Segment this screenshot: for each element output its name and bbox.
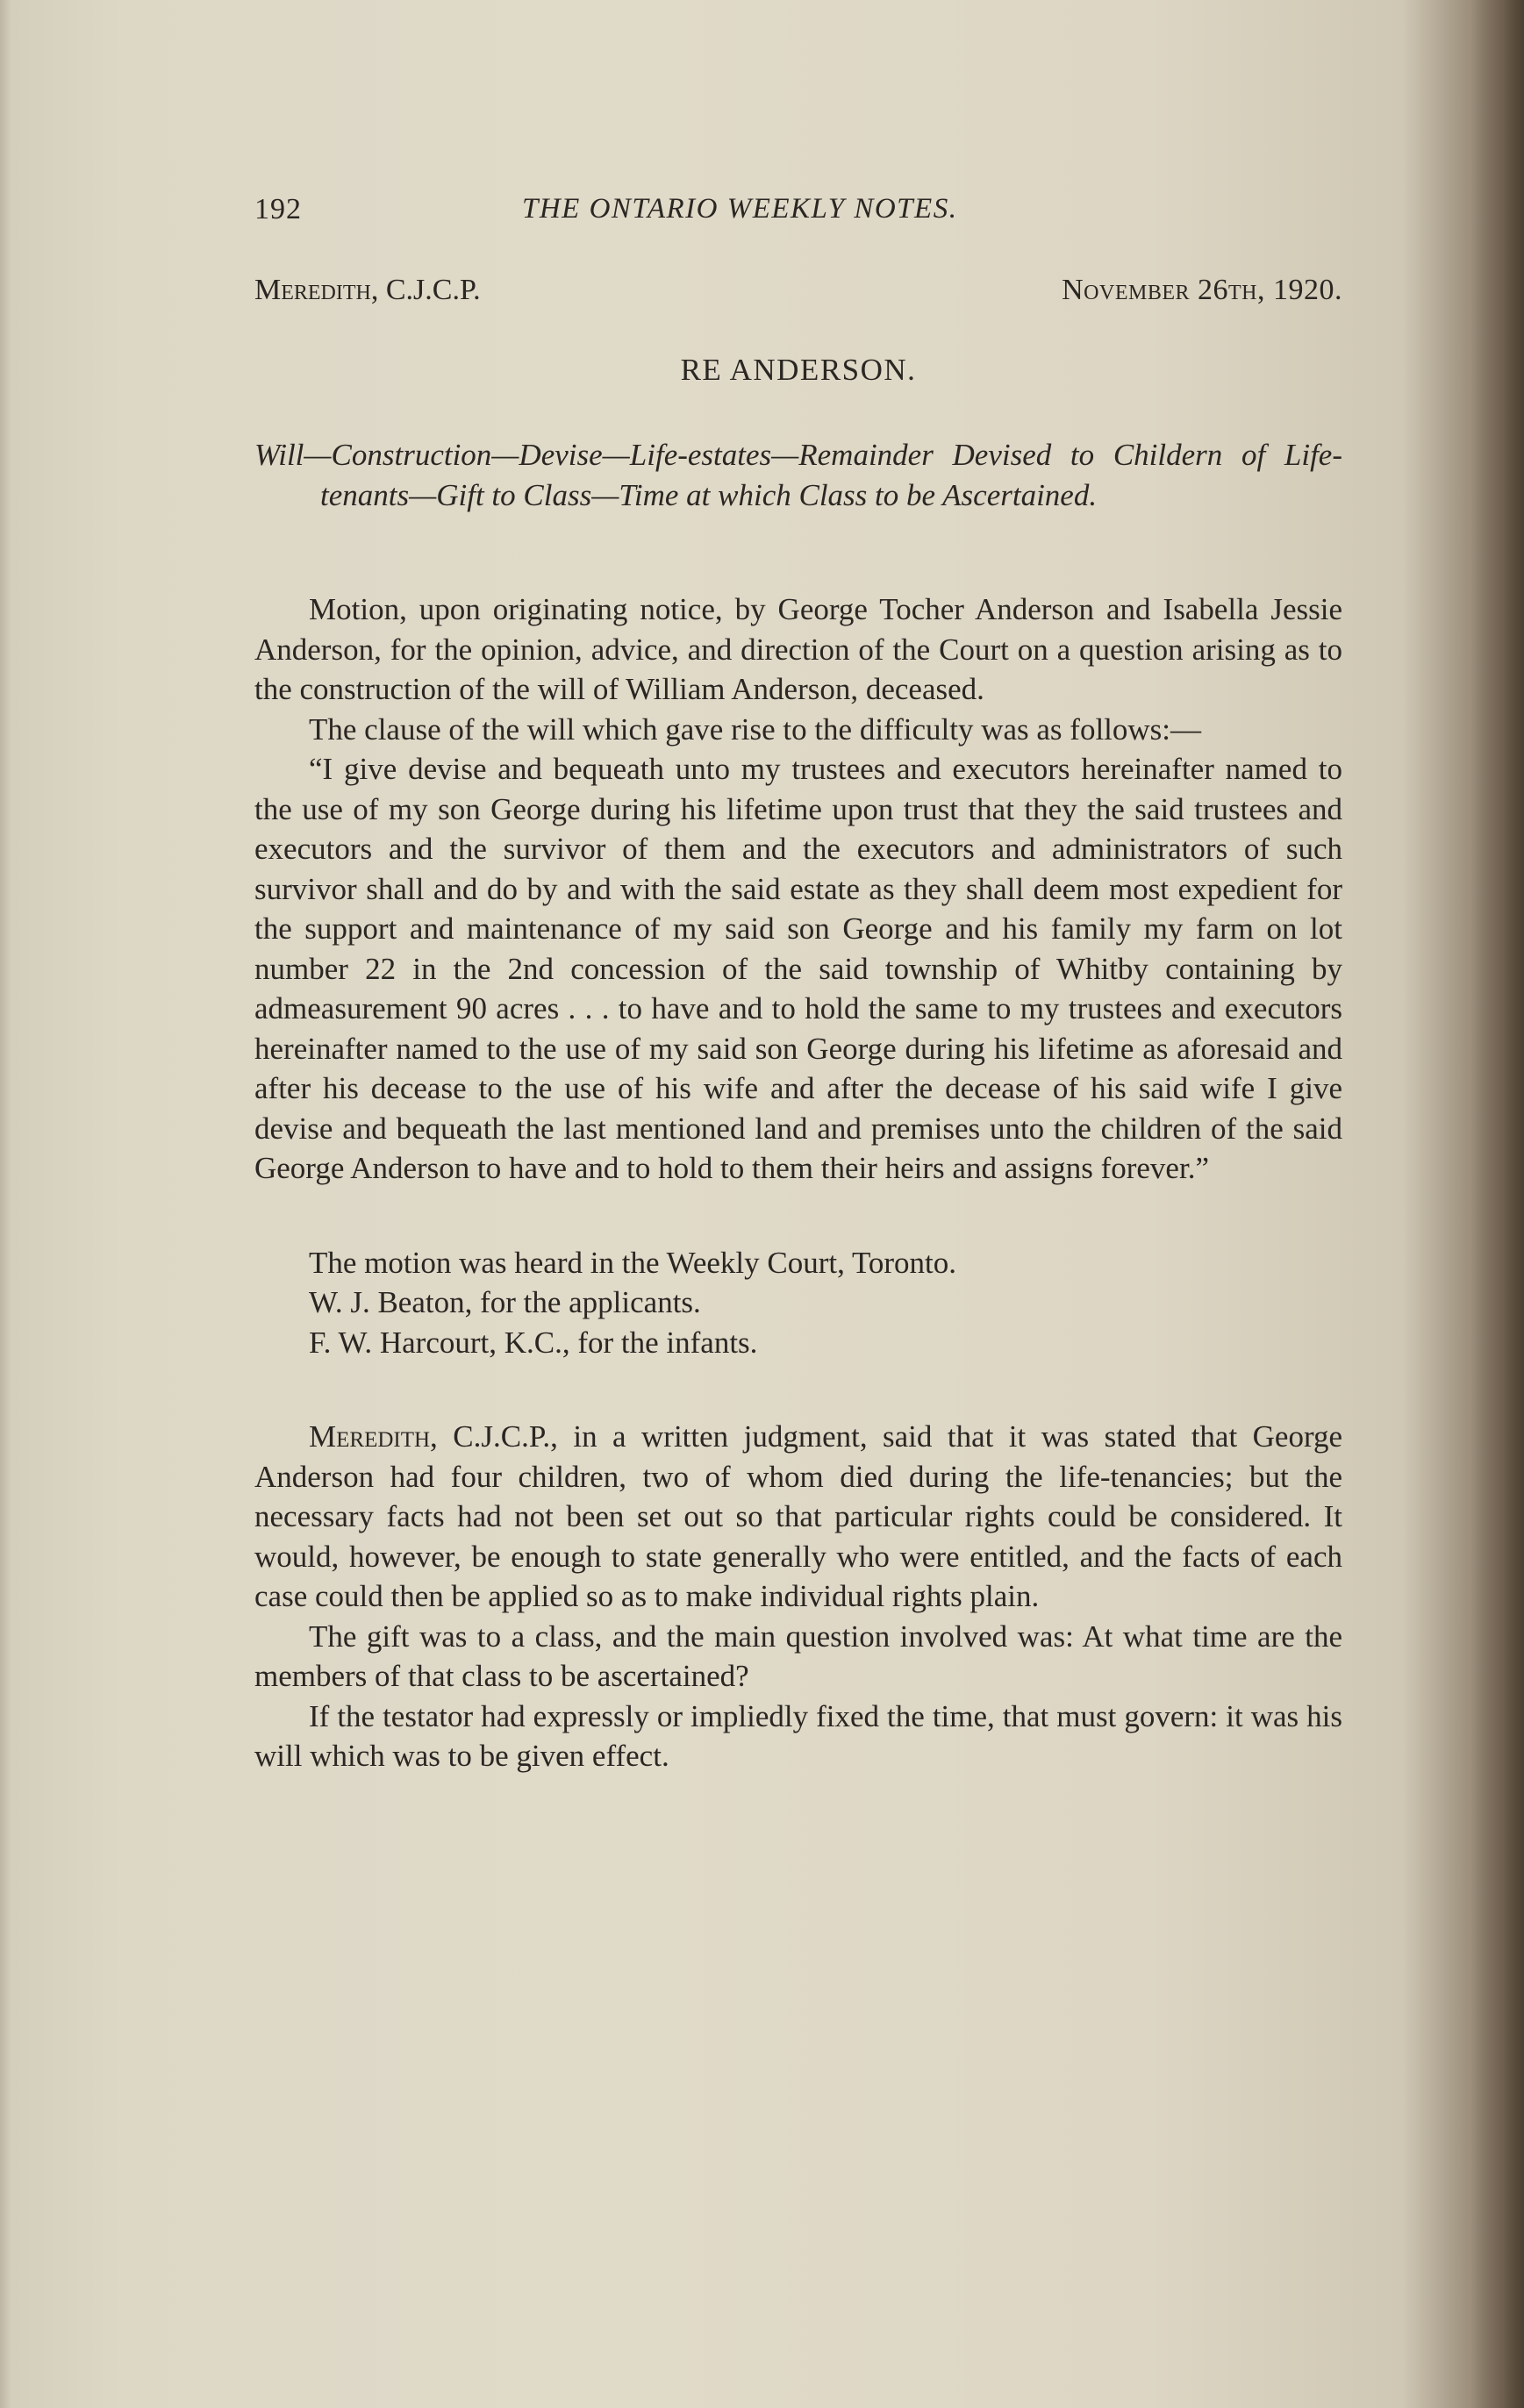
running-head xyxy=(254,193,1342,235)
judgment-text: , C.J.C.P., in a written judgment, said that it was stated that George Anderson had four children, two of whom died during the life-tenancies; but the necessary facts had not been set out so that particular rights could be considered. It would, however, be enough to state generally who were entitled, and the facts of each case could then be applied so as to make individual rights plain. xyxy=(254,1419,1342,1613)
case-title: RE ANDERSON. xyxy=(680,353,917,387)
page-left-edge xyxy=(0,0,12,2408)
page-number: 192 xyxy=(254,193,302,225)
section-gap xyxy=(254,1189,1342,1243)
will-quotation: “I give devise and bequeath unto my trustees and executors hereinafter named to the use of my son George during his lifetime upon trust that they the said trustees and executors and the survivor of them and the executors and administrators of such survivor shall and do by and with the said estate as they shall deem most expedient for the support and maintenance of my said son George and his family my farm on lot number 22 in the 2nd concession of the said township of Whitby containing by admeasurement 90 acres . . . to have and to hold the same to my trustees and executors hereinafter named to the use of my said son George during his lifetime as aforesaid and after his decease to the use of his wife and after the decease of his said wife I give devise and bequeath the last mentioned land and premises unto the children of the said George Anderson to have and to hold to them their heirs and assigns forever.” xyxy=(254,752,1342,1185)
gift-paragraph: The gift was to a class, and the main question involved was: At what time are the members of that class to be ascertained? xyxy=(254,1618,1342,1693)
date-line xyxy=(254,274,1342,316)
headnote: Will—Construction—Devise—Life-estates—Remainder Devised to Childern of Life-tenants—Gift to Class—Time at which Class to be Ascertained. xyxy=(254,438,1342,512)
journal-title: THE ONTARIO WEEKLY NOTES. xyxy=(522,193,958,225)
judge-name: Meredith, C.J.C.P. xyxy=(254,274,481,306)
judgment-paragraph xyxy=(254,1417,1342,1617)
hearing-line: The motion was heard in the Weekly Court, Toronto. xyxy=(309,1245,957,1280)
clause-paragraph: The clause of the will which gave rise to the difficulty was as follows:— xyxy=(309,711,1202,747)
infants-counsel: F. W. Harcourt, K.C., for the infants. xyxy=(309,1325,758,1360)
applicants-counsel: W. J. Beaton, for the applicants. xyxy=(309,1285,701,1319)
judgment-judge-name: Meredith xyxy=(309,1419,431,1454)
counsel-block xyxy=(254,1243,1342,1363)
body-text xyxy=(254,589,1342,1776)
binding-shadow xyxy=(1471,0,1524,2408)
motion-paragraph: Motion, upon originating notice, by George Tocher Anderson and Isabella Jessie Anderson, for the opinion, advice, and direction of the Court on a question arising as to the construction of the will of William Anderson, deceased. xyxy=(254,592,1342,706)
judgment-date: November 26th, 1920. xyxy=(1062,274,1342,306)
section-gap-2 xyxy=(254,1362,1342,1417)
testator-paragraph: If the testator had expressly or impliedly fixed the time, that must govern: it was his will which was to be given effect. xyxy=(254,1698,1342,1773)
